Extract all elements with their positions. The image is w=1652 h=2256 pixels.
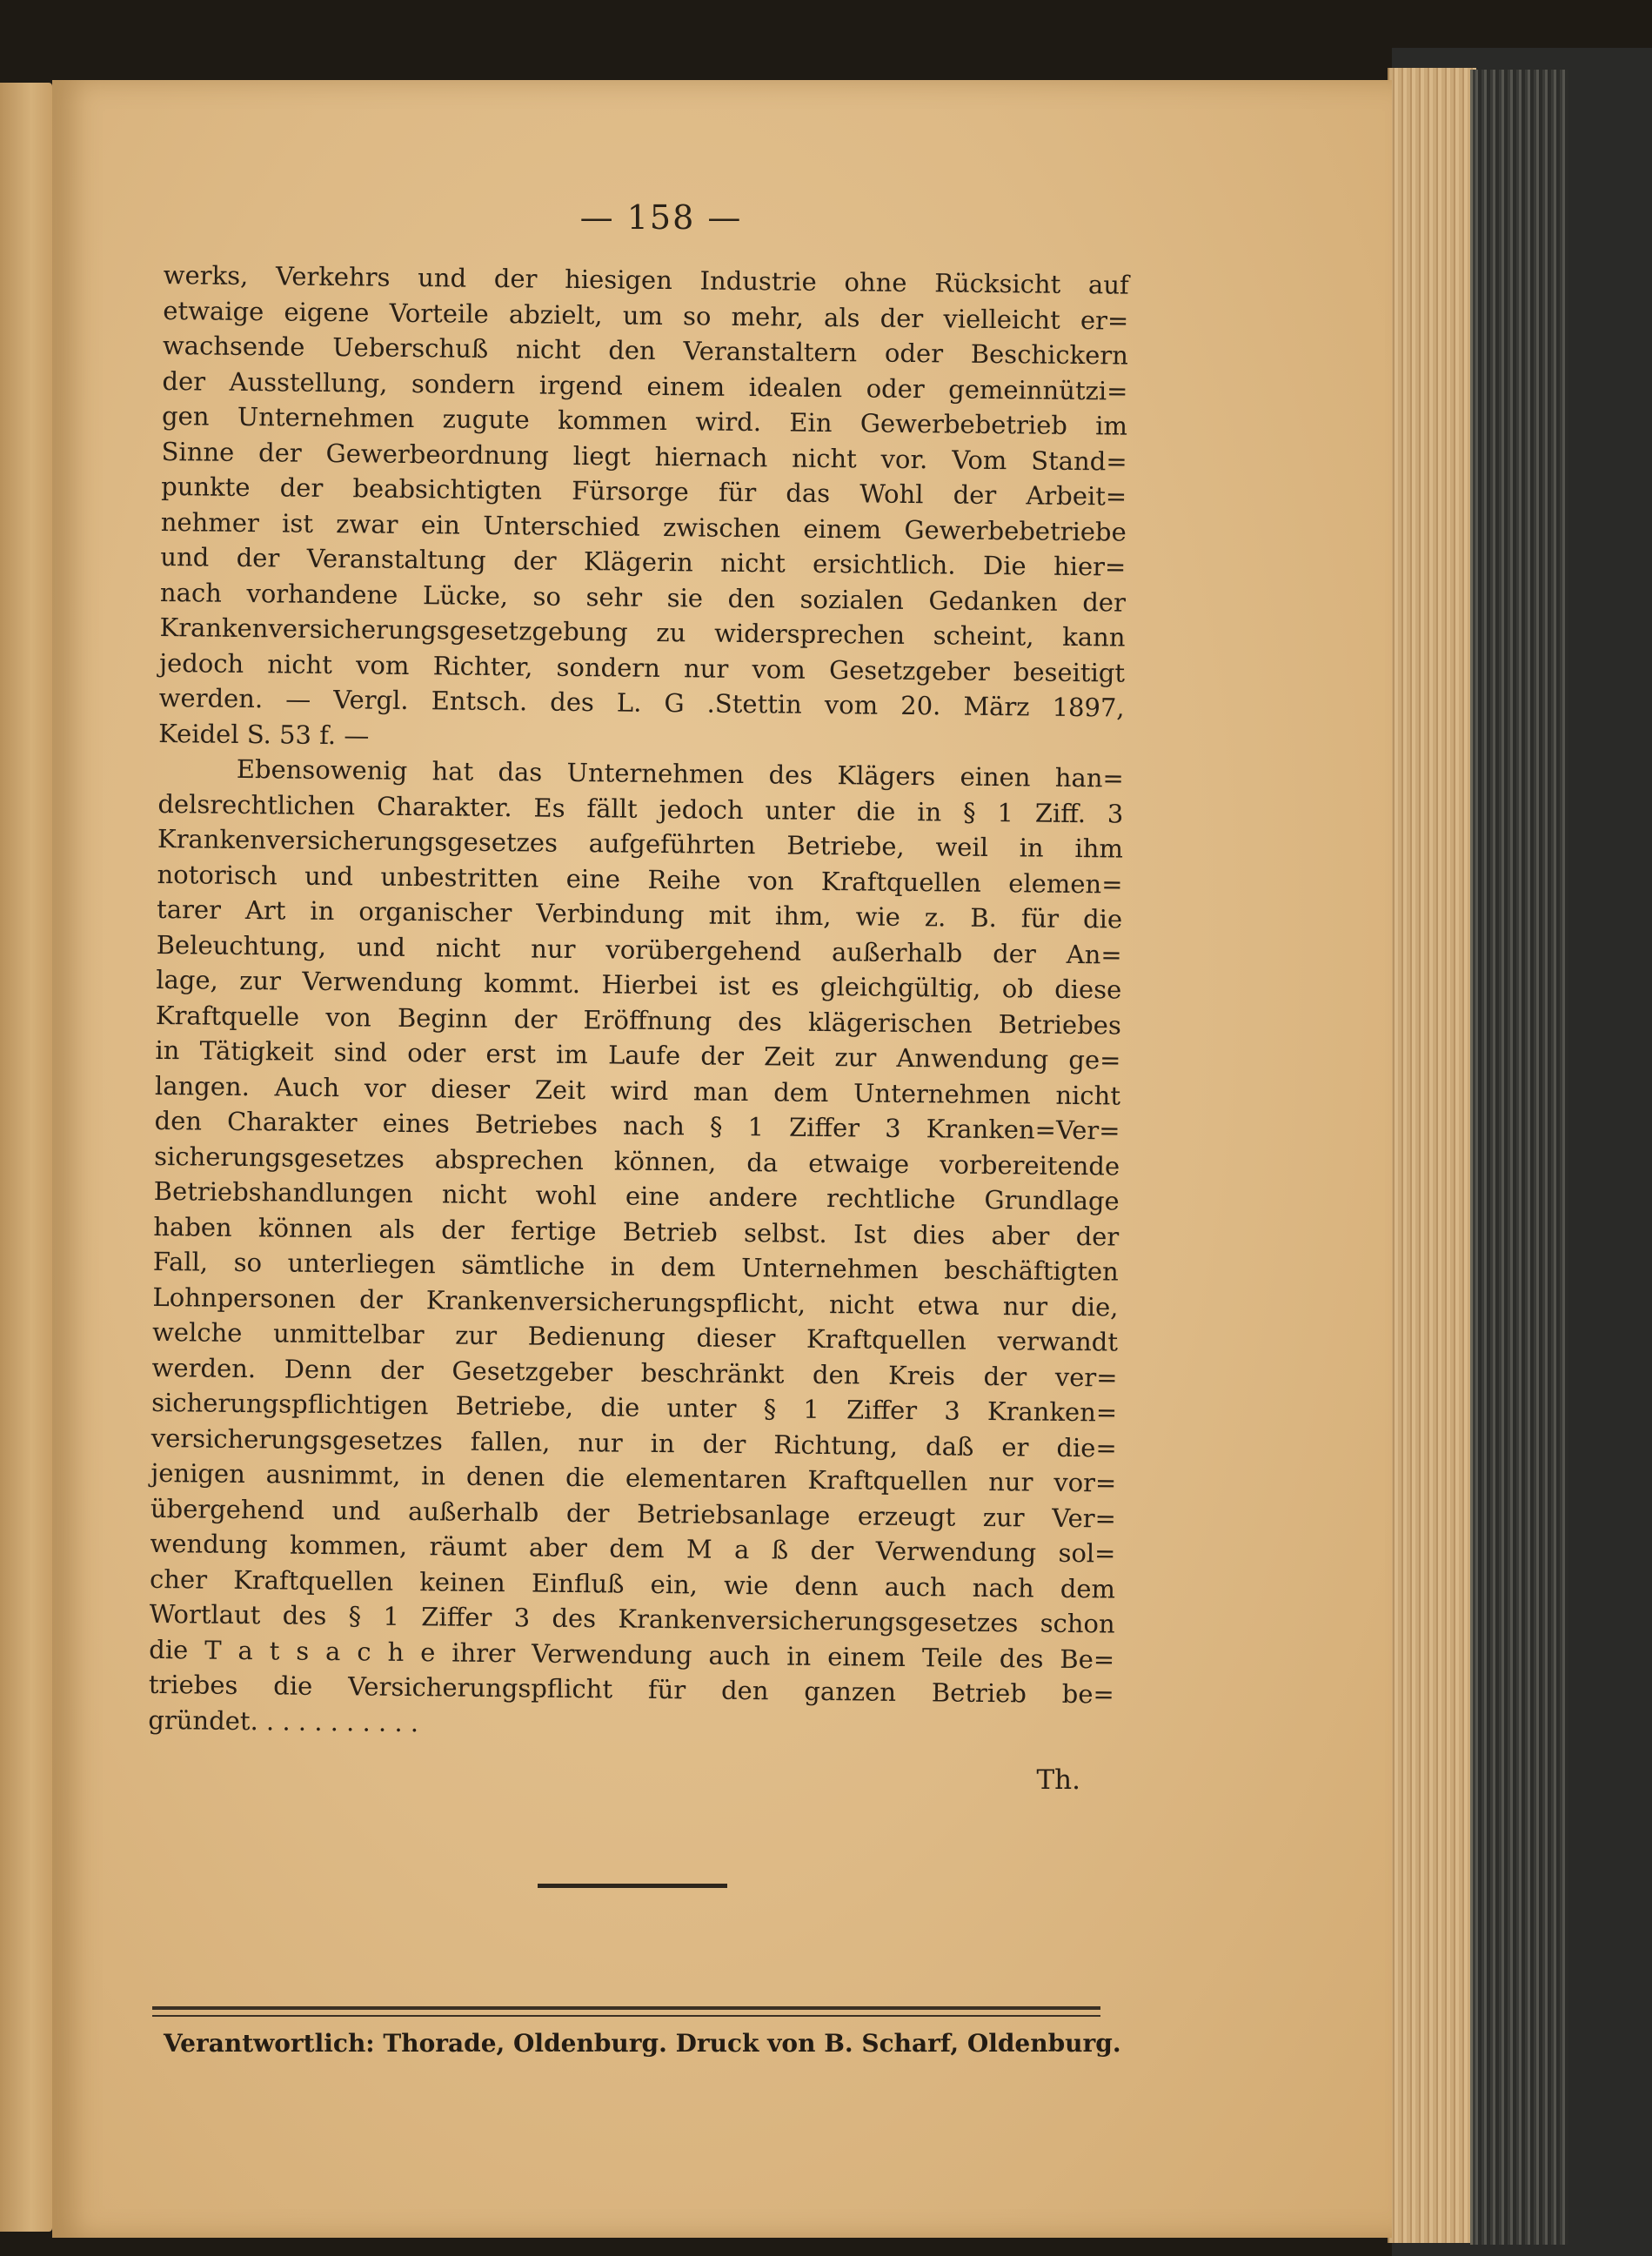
paragraph-1 xyxy=(158,258,1129,761)
text-line: Lohnpersonen der Krankenversicherungspflicht, nicht etwa nur die, xyxy=(152,1282,1119,1322)
text-line: übergehend und außerhalb der Betriebsanlage erzeugt zur Ver= xyxy=(150,1493,1117,1534)
text-line: werden. — Vergl. Entsch. des L. G .Stettin vom 20. März 1897, xyxy=(158,682,1125,723)
text-line: welche unmittelbar zur Bedienung dieser Kraftquellen verwandt xyxy=(151,1316,1119,1357)
text-line: Keidel S. 53 f. — xyxy=(158,718,370,751)
text-line: Krankenversicherungsgesetzes aufgeführten Betriebe, weil in ihm xyxy=(157,823,1124,864)
text-line: lage, zur Verwendung kommt. Hierbei ist es gleichgültig, ob diese xyxy=(156,964,1122,1005)
text-line: sicherungsgesetzes absprechen können, da etwaige vorbereitende xyxy=(154,1141,1120,1182)
cover-spine-edge xyxy=(1470,70,1568,2245)
text-line: Wortlaut des § 1 Ziffer 3 des Krankenversicherungsgesetzes schon xyxy=(149,1598,1115,1639)
left-page-edge xyxy=(0,83,52,2232)
text-line: nach vorhandene Lücke, so sehr sie den sozialen Gedanken der xyxy=(159,577,1127,618)
page-number: — 158 — xyxy=(579,198,743,237)
text-line: notorisch und unbestritten eine Reihe von Kraftquellen elemen= xyxy=(157,859,1123,900)
text-line: Betriebshandlungen nicht wohl eine andere rechtliche Grundlage xyxy=(153,1175,1120,1216)
text-line: wachsende Ueberschuß nicht den Veranstaltern oder Beschickern xyxy=(162,330,1129,371)
page-stack-edges xyxy=(1388,68,1476,2243)
text-line: gen Unternehmen zugute kommen wird. Ein Gewerbebetrieb im xyxy=(161,400,1128,441)
text-line: gründet. . . . . . . . . . . xyxy=(148,1704,419,1737)
text-line: versicherungsgesetzes fallen, nur in der Richtung, daß er die= xyxy=(150,1423,1117,1463)
text-line: cher Kraftquellen keinen Einfluß ein, wie denn auch nach dem xyxy=(149,1563,1116,1604)
text-line: werks, Verkehrs und der hiesigen Industrie ohne Rücksicht auf xyxy=(163,259,1129,300)
text-line: langen. Auch vor dieser Zeit wird man dem Unternehmen nicht xyxy=(154,1070,1121,1111)
text-line: die T a t s a c h e ihrer Verwendung auch in einem Teile des Be= xyxy=(149,1634,1115,1675)
text-line: etwaige eigene Vorteile abzielt, um so mehr, als der vielleicht er= xyxy=(163,295,1129,336)
footer-rule-thin xyxy=(152,2015,1100,2017)
footer-rule-thick xyxy=(152,2006,1100,2010)
text-line: haben können als der fertige Betrieb selbst. Ist dies aber der xyxy=(153,1211,1120,1252)
end-divider-rule xyxy=(538,1884,727,1888)
text-line: der Ausstellung, sondern irgend einem idealen oder gemeinnützi= xyxy=(162,365,1128,406)
text-line: werden. Denn der Gesetzgeber beschränkt den Kreis der ver= xyxy=(151,1352,1118,1393)
text-line: Sinne der Gewerbeordnung liegt hiernach nicht vor. Vom Stand= xyxy=(161,436,1127,477)
text-line: triebes die Versicherungspflicht für den ganzen Betrieb be= xyxy=(148,1669,1114,1710)
body-text xyxy=(148,258,1129,1748)
imprint-footer: Verantwortlich: Thorade, Oldenburg. Druck von B. Scharf, Oldenburg. xyxy=(164,2029,1121,2058)
text-line: nehmer ist zwar ein Unterschied zwischen einem Gewerbebetriebe xyxy=(160,506,1127,547)
text-line: jenigen ausnimmt, in denen die elementaren Kraftquellen nur vor= xyxy=(150,1457,1117,1498)
text-line: in Tätigkeit sind oder erst im Laufe der Zeit zur Anwendung ge= xyxy=(155,1034,1121,1075)
text-line: Krankenversicherungsgesetzgebung zu widersprechen scheint, kann xyxy=(159,612,1126,653)
text-line: Fall, so unterliegen sämtliche in dem Unternehmen beschäftigten xyxy=(152,1246,1120,1287)
text-line: sicherungspflichtigen Betriebe, die unter § 1 Ziffer 3 Kranken= xyxy=(151,1387,1118,1428)
text-line: jedoch nicht vom Richter, sondern nur vom Gesetzgeber beseitigt xyxy=(158,647,1126,688)
text-line: Kraftquelle von Beginn der Eröffnung des klägerischen Betriebes xyxy=(155,1000,1122,1041)
text-line: wendung kommen, räumt aber dem M a ß der Verwendung sol= xyxy=(150,1528,1116,1569)
author-signature: Th. xyxy=(1036,1764,1080,1796)
text-line: delsrechtlichen Charakter. Es fällt jedoch unter die in § 1 Ziff. 3 xyxy=(157,788,1124,829)
text-line: Beleuchtung, und nicht nur vorübergehend außerhalb der An= xyxy=(156,929,1122,970)
text-line: Ebensowenig hat das Unternehmen des Klägers einen han= xyxy=(236,753,1124,793)
text-line: tarer Art in organischer Verbindung mit ihm, wie z. B. für die xyxy=(156,894,1123,934)
paragraph-2 xyxy=(148,751,1124,1748)
text-line: den Charakter eines Betriebes nach § 1 Ziffer 3 Kranken=Ver= xyxy=(154,1105,1120,1146)
text-line: punkte der beabsichtigten Fürsorge für das Wohl der Arbeit= xyxy=(161,471,1127,512)
text-line: und der Veranstaltung der Klägerin nicht ersichtlich. Die hier= xyxy=(160,541,1127,582)
